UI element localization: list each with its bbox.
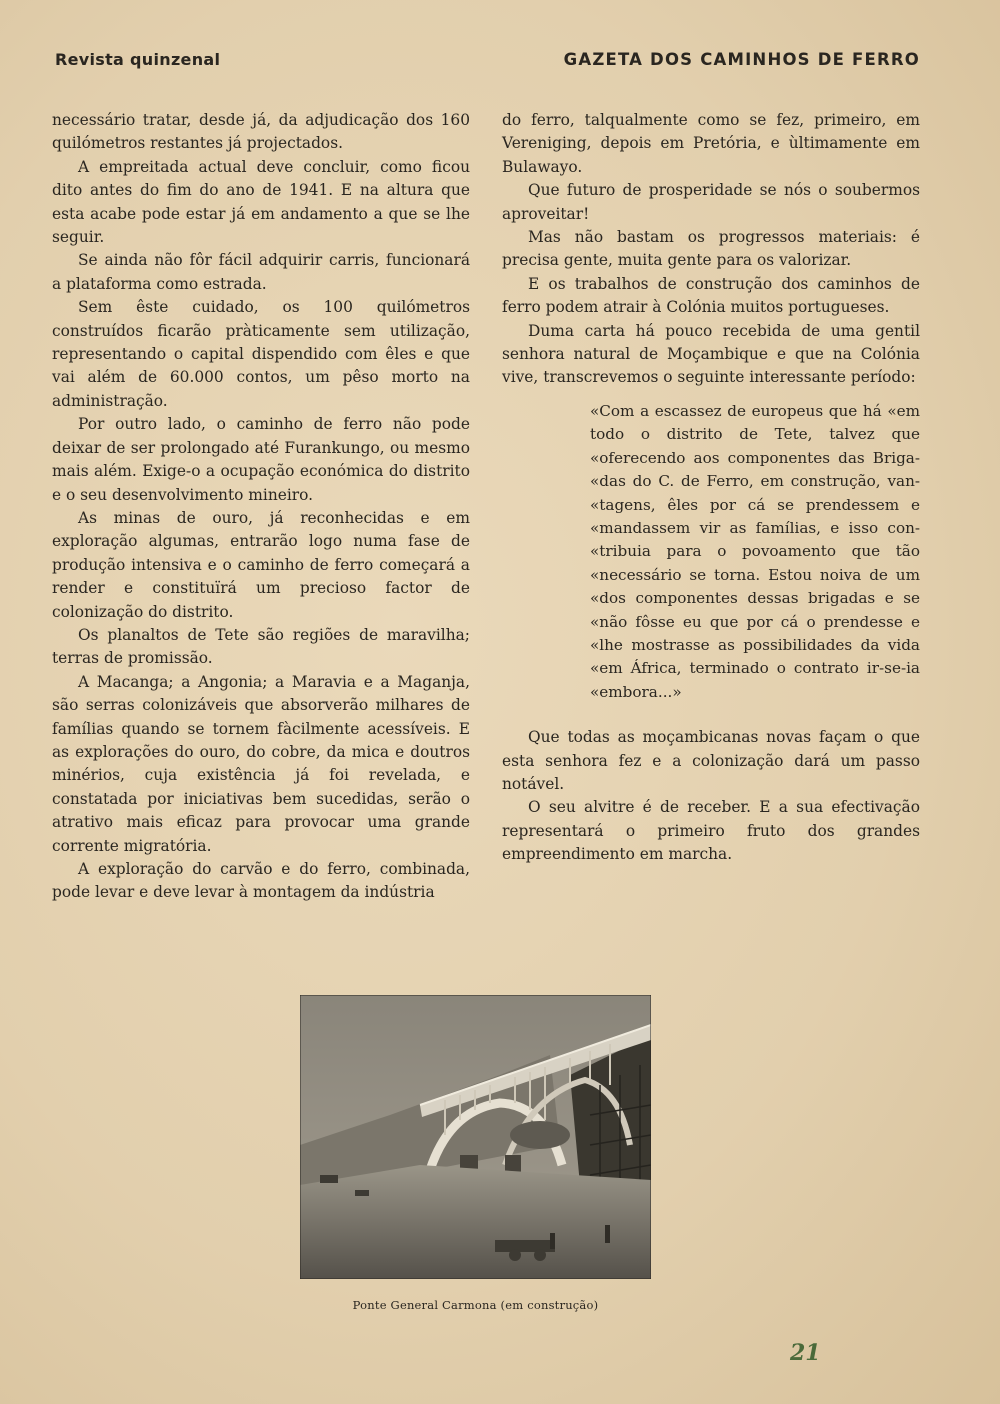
- right-column: [502, 109, 920, 867]
- paragraph: Se ainda não fôr fácil adquirir carris, funcionará a plataforma como estrada.: [52, 251, 470, 293]
- left-column: [52, 109, 470, 905]
- paragraph: O seu alvitre é de receber. E a sua efectivação representará o primeiro fruto dos grandes empreendimento em marcha.: [502, 798, 920, 864]
- paragraph: Por outro lado, o caminho de ferro não pode deixar de ser prolongado até Furankungo, ou mesmo mais além. Exige-o a ocupação económica do distrito e o seu desenvolvimento mineiro.: [52, 415, 470, 504]
- paragraph: Sem êste cuidado, os 100 quilómetros construídos ficarão pràticamente sem utilização, representando o capital dispendido com êles e que vai além de 60.000 contos, um pêso morto na administração.: [52, 298, 470, 410]
- paragraph: A Macanga; a Angonia; a Maravia e a Maganja, são serras colonizáveis que absorverão milhares de famílias quando se tornem fàcilmente acessíveis. E as explorações do ouro, do cobre, da mica e doutros minérios, cuja existência já foi revelada, e constatada por iniciativas bem sucedidas, serão o atrativo mais eficaz para provocar uma grande corrente migratória.: [52, 672, 470, 855]
- figure-caption: Ponte General Carmona (em construção): [352, 1298, 599, 1312]
- paragraph: necessário tratar, desde já, da adjudicação dos 160 quilómetros restantes já projectados.: [52, 111, 470, 153]
- letter-quote: «Com a escassez de europeus que há «em todo o distrito de Tete, talvez que «oferecendo aos componentes das Briga- «das do C. de Ferro, em construção, van- «tagens, êles por cá se prendessem e «mandassem vir as famílias, e isso con- «tribuia para o povoamento que tão «necessário se torna. Estou noiva de um «dos componentes dessas brigadas e se «não fôsse eu que por cá o prendesse e «lhe mostrasse as possibilidades da vida «em África, terminado o contrato ir-se-ia «embora...»: [590, 401, 920, 701]
- paragraph: Mas não bastam os progressos materiais: é precisa gente, muita gente para os valorizar.: [502, 228, 920, 270]
- paragraph: A exploração do carvão e do ferro, combinada, pode levar e deve levar à montagem da indústria: [52, 860, 470, 902]
- running-header-left: Revista quinzenal: [55, 50, 221, 69]
- paragraph: Que todas as moçambicanas novas façam o que esta senhora fez e a colonização dará um passo notável.: [502, 728, 920, 793]
- paragraph: A empreitada actual deve concluir, como ficou dito antes do fim do ano de 1941. E na altura que esta acabe pode estar já em andamento a que se lhe seguir.: [52, 157, 470, 247]
- paragraph: Que futuro de prosperidade se nós o soubermos aproveitar!: [502, 181, 920, 223]
- page-number: 21: [790, 1340, 821, 1366]
- running-header-right: GAZETA DOS CAMINHOS DE FERRO: [563, 50, 920, 69]
- paragraph: Os planaltos de Tete são regiões de maravilha; terras de promissão.: [52, 625, 470, 668]
- paragraph: do ferro, talqualmente como se fez, primeiro, em Vereniging, depois em Pretória, e ùltimamente em Bulawayo.: [502, 111, 920, 176]
- paragraph: As minas de ouro, já reconhecidas e em exploração algumas, entrarão logo numa fase de produção intensiva e o caminho de ferro começará a render e constituïrá um precioso factor de colonização do distrito.: [52, 508, 470, 621]
- bridge-photo: [300, 995, 651, 1279]
- paragraph: E os trabalhos de construção dos caminhos de ferro podem atrair à Colónia muitos portugueses.: [502, 274, 920, 317]
- paragraph: Duma carta há pouco recebida de uma gentil senhora natural de Moçambique e que na Colónia vive, transcrevemos o seguinte interessante período:: [502, 321, 920, 387]
